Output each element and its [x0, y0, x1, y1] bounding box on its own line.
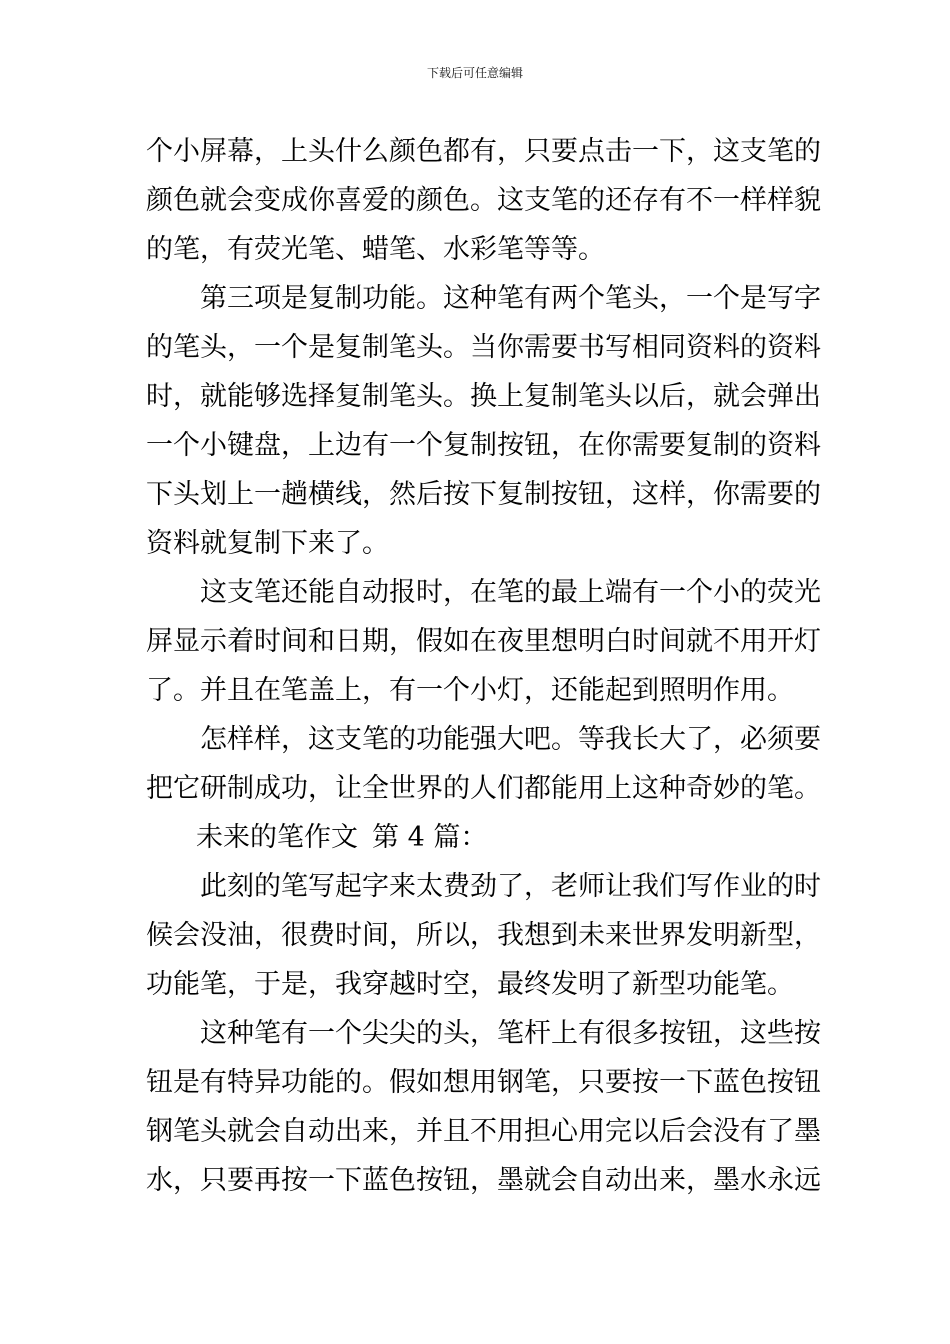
text-line: 把它研制成功，让全世界的人们都能用上这种奇妙的笔。	[146, 773, 821, 804]
text-line: 时，就能够选择复制笔头。换上复制笔头以后，就会弹出	[146, 381, 821, 412]
text-line: 的笔，有荧光笔、蜡笔、水彩笔等等。	[146, 234, 605, 265]
section-heading	[146, 813, 806, 862]
text-line: 候会没油，很费时间，所以，我想到未来世界发明新型，	[146, 920, 821, 951]
text-line: 钢笔头就会自动出来，并且不用担心用完以后会没有了墨	[146, 1116, 821, 1147]
text-line: 屏显示着时间和日期，假如在夜里想明白时间就不用开灯	[146, 626, 821, 657]
paragraph	[146, 862, 821, 1009]
page-header: 下载后可任意编辑	[426, 66, 523, 80]
text-line: 下头划上一趟横线，然后按下复制按钮，这样，你需要的	[146, 479, 821, 510]
section-number: 第 4 篇：	[372, 822, 488, 853]
text-line: 第三项是复制功能。这种笔有两个笔头，一个是写字	[200, 283, 821, 314]
text-line: 的笔头，一个是复制笔头。当你需要书写相同资料的资料	[146, 332, 821, 363]
text-line: 了。并且在笔盖上，有一个小灯，还能起到照明作用。	[146, 675, 794, 706]
text-line: 怎样样，这支笔的功能强大吧。等我长大了，必须要	[200, 724, 821, 755]
text-line: 钮是有特异功能的。假如想用钢笔，只要按一下蓝色按钮	[146, 1067, 821, 1098]
text-line: 一个小键盘，上边有一个复制按钮，在你需要复制的资料	[146, 430, 821, 461]
section-title: 未来的笔作文	[196, 822, 358, 853]
paragraph	[146, 715, 821, 813]
document-body	[146, 127, 821, 1205]
text-line: 个小屏幕，上头什么颜色都有，只要点击一下，这支笔的	[146, 136, 821, 167]
paragraph	[146, 127, 821, 274]
text-line: 这种笔有一个尖尖的头，笔杆上有很多按钮，这些按	[200, 1018, 821, 1049]
text-line: 颜色就会变成你喜爱的颜色。这支笔的还存有不一样样貌	[146, 185, 821, 216]
text-line: 功能笔，于是，我穿越时空，最终发明了新型功能笔。	[146, 969, 794, 1000]
text-line: 水，只要再按一下蓝色按钮，墨就会自动出来，墨水永远	[146, 1165, 821, 1196]
paragraph	[146, 274, 821, 568]
text-line: 这支笔还能自动报时，在笔的最上端有一个小的荧光	[200, 577, 821, 608]
paragraph	[146, 1009, 821, 1205]
paragraph	[146, 568, 821, 715]
text-line: 此刻的笔写起字来太费劲了，老师让我们写作业的时	[200, 871, 821, 902]
text-line: 资料就复制下来了。	[146, 528, 389, 559]
